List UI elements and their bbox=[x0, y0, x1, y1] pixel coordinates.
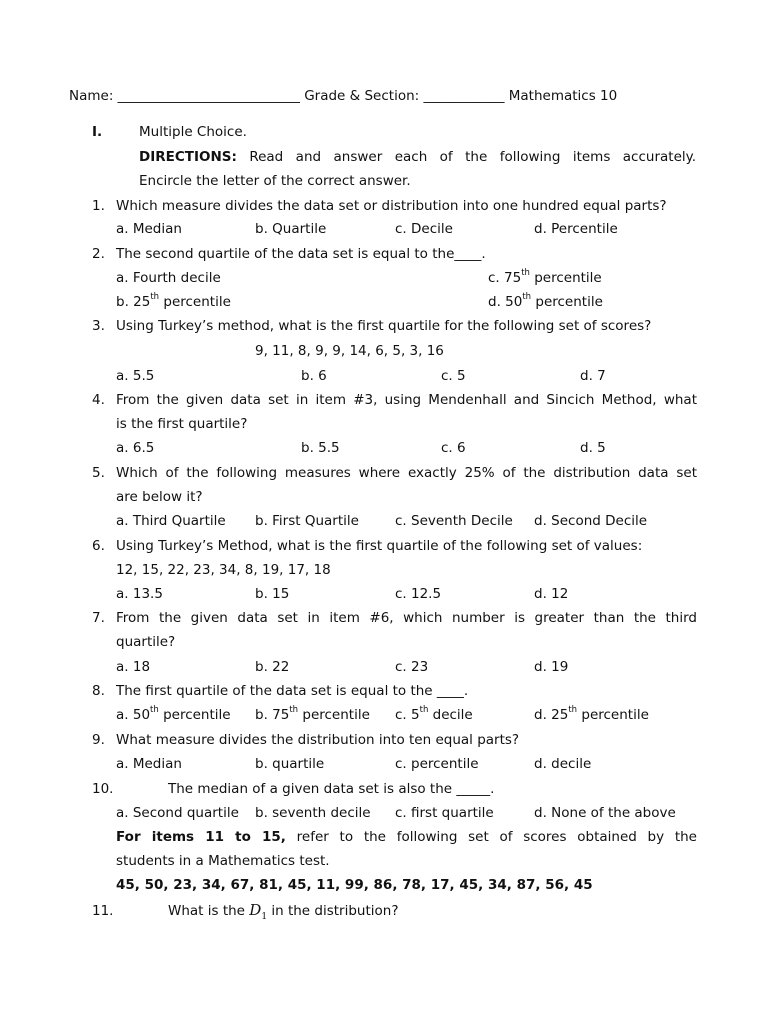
q8-text: The first quartile of the data set is equal to the ____. bbox=[116, 683, 469, 699]
q2-number: 2. bbox=[92, 246, 105, 262]
q11-number: 11. bbox=[92, 903, 114, 919]
q3-choice-a: a. 5.5 bbox=[116, 368, 155, 384]
q7-choice-a: a. 18 bbox=[116, 659, 151, 675]
q7-text-2: quartile? bbox=[116, 634, 176, 650]
items-11-15-instruction-1: For items 11 to 15, refer to the following set of scores obtained by the bbox=[116, 829, 697, 845]
q10-choice-b: b. seventh decile bbox=[255, 805, 371, 821]
q8-choice-d: d. 25th percentile bbox=[534, 705, 649, 723]
items-11-15-scores: 45, 50, 23, 34, 67, 81, 45, 11, 99, 86, 78, 17, 45, 34, 87, 56, 45 bbox=[116, 877, 593, 893]
q9-choice-a: a. Median bbox=[116, 756, 182, 772]
q2-choice-b: b. 25th percentile bbox=[116, 292, 231, 310]
q7-choice-b: b. 22 bbox=[255, 659, 290, 675]
q6-choice-c: c. 12.5 bbox=[395, 586, 442, 602]
directions-label: DIRECTIONS: bbox=[139, 149, 237, 165]
q7-number: 7. bbox=[92, 610, 105, 626]
q3-data: 9, 11, 8, 9, 9, 14, 6, 5, 3, 16 bbox=[255, 343, 444, 359]
q8-number: 8. bbox=[92, 683, 105, 699]
q6-text: Using Turkey’s Method, what is the first quartile of the following set of values: bbox=[116, 538, 643, 554]
q5-choice-c: c. Seventh Decile bbox=[395, 513, 513, 529]
items-11-15-label: For items 11 to 15, bbox=[116, 829, 286, 845]
q4-text-1: From the given data set in item #3, using Mendenhall and Sincich Method, what bbox=[116, 392, 697, 408]
q10-text: The median of a given data set is also the _____. bbox=[168, 781, 495, 797]
q6-choice-d: d. 12 bbox=[534, 586, 569, 602]
q3-number: 3. bbox=[92, 318, 105, 334]
directions-line-2: Encircle the letter of the correct answer. bbox=[139, 173, 411, 189]
q10-choice-d: d. None of the above bbox=[534, 805, 676, 821]
q1-choice-b: b. Quartile bbox=[255, 221, 327, 237]
items-11-15-instruction-2: students in a Mathematics test. bbox=[116, 853, 330, 869]
q7-choice-c: c. 23 bbox=[395, 659, 429, 675]
q4-choice-b: b. 5.5 bbox=[301, 440, 340, 456]
q6-data: 12, 15, 22, 23, 34, 8, 19, 17, 18 bbox=[116, 562, 331, 578]
q5-number: 5. bbox=[92, 465, 105, 481]
q1-choice-a: a. Median bbox=[116, 221, 182, 237]
q7-choice-d: d. 19 bbox=[534, 659, 569, 675]
q4-choice-c: c. 6 bbox=[441, 440, 466, 456]
directions-line-1 bbox=[139, 149, 696, 165]
q8-choice-c: c. 5th decile bbox=[395, 705, 473, 723]
q6-number: 6. bbox=[92, 538, 105, 554]
q2-text: The second quartile of the data set is equal to the____. bbox=[116, 246, 486, 262]
q1-number: 1. bbox=[92, 198, 105, 214]
q3-choice-b: b. 6 bbox=[301, 368, 327, 384]
q1-text: Which measure divides the data set or distribution into one hundred equal parts? bbox=[116, 198, 667, 214]
header-line: Name: ___________________________ Grade & Section: ____________ Mathematics 10 bbox=[69, 88, 618, 104]
q6-choice-b: b. 15 bbox=[255, 586, 290, 602]
q10-choice-a: a. Second quartile bbox=[116, 805, 239, 821]
q5-choice-b: b. First Quartile bbox=[255, 513, 359, 529]
q11-variable: $D_1$ bbox=[249, 901, 268, 922]
q1-choice-c: c. Decile bbox=[395, 221, 453, 237]
q9-text: What measure divides the distribution into ten equal parts? bbox=[116, 732, 520, 748]
q4-number: 4. bbox=[92, 392, 105, 408]
section-title: Multiple Choice. bbox=[139, 124, 247, 140]
q6-choice-a: a. 13.5 bbox=[116, 586, 163, 602]
q8-choice-a: a. 50th percentile bbox=[116, 705, 231, 723]
section-numeral: I. bbox=[92, 124, 103, 140]
q4-text-2: is the first quartile? bbox=[116, 416, 248, 432]
q9-choice-d: d. decile bbox=[534, 756, 592, 772]
q2-choice-d: d. 50th percentile bbox=[488, 292, 603, 310]
q7-text-1: From the given data set in item #6, which number is greater than the third bbox=[116, 610, 697, 626]
q2-choice-c: c. 75th percentile bbox=[488, 268, 602, 286]
q9-choice-c: c. percentile bbox=[395, 756, 479, 772]
q2-choice-a: a. Fourth decile bbox=[116, 270, 221, 286]
q11-text: What is the $D_1$ in the distribution? bbox=[168, 901, 399, 922]
q1-choice-d: d. Percentile bbox=[534, 221, 618, 237]
q10-number: 10. bbox=[92, 781, 114, 797]
directions-text-1: Read and answer each of the following items accurately. bbox=[236, 149, 696, 165]
q5-text-1: Which of the following measures where exactly 25% of the distribution data set bbox=[116, 465, 697, 481]
q5-choice-d: d. Second Decile bbox=[534, 513, 648, 529]
q3-text: Using Turkey’s method, what is the first quartile for the following set of scores? bbox=[116, 318, 652, 334]
q3-choice-d: d. 7 bbox=[580, 368, 606, 384]
q4-choice-d: d. 5 bbox=[580, 440, 606, 456]
q3-choice-c: c. 5 bbox=[441, 368, 466, 384]
q8-choice-b: b. 75th percentile bbox=[255, 705, 370, 723]
q9-choice-b: b. quartile bbox=[255, 756, 325, 772]
q5-text-2: are below it? bbox=[116, 489, 203, 505]
q10-choice-c: c. first quartile bbox=[395, 805, 494, 821]
q9-number: 9. bbox=[92, 732, 105, 748]
q4-choice-a: a. 6.5 bbox=[116, 440, 155, 456]
q5-choice-a: a. Third Quartile bbox=[116, 513, 226, 529]
